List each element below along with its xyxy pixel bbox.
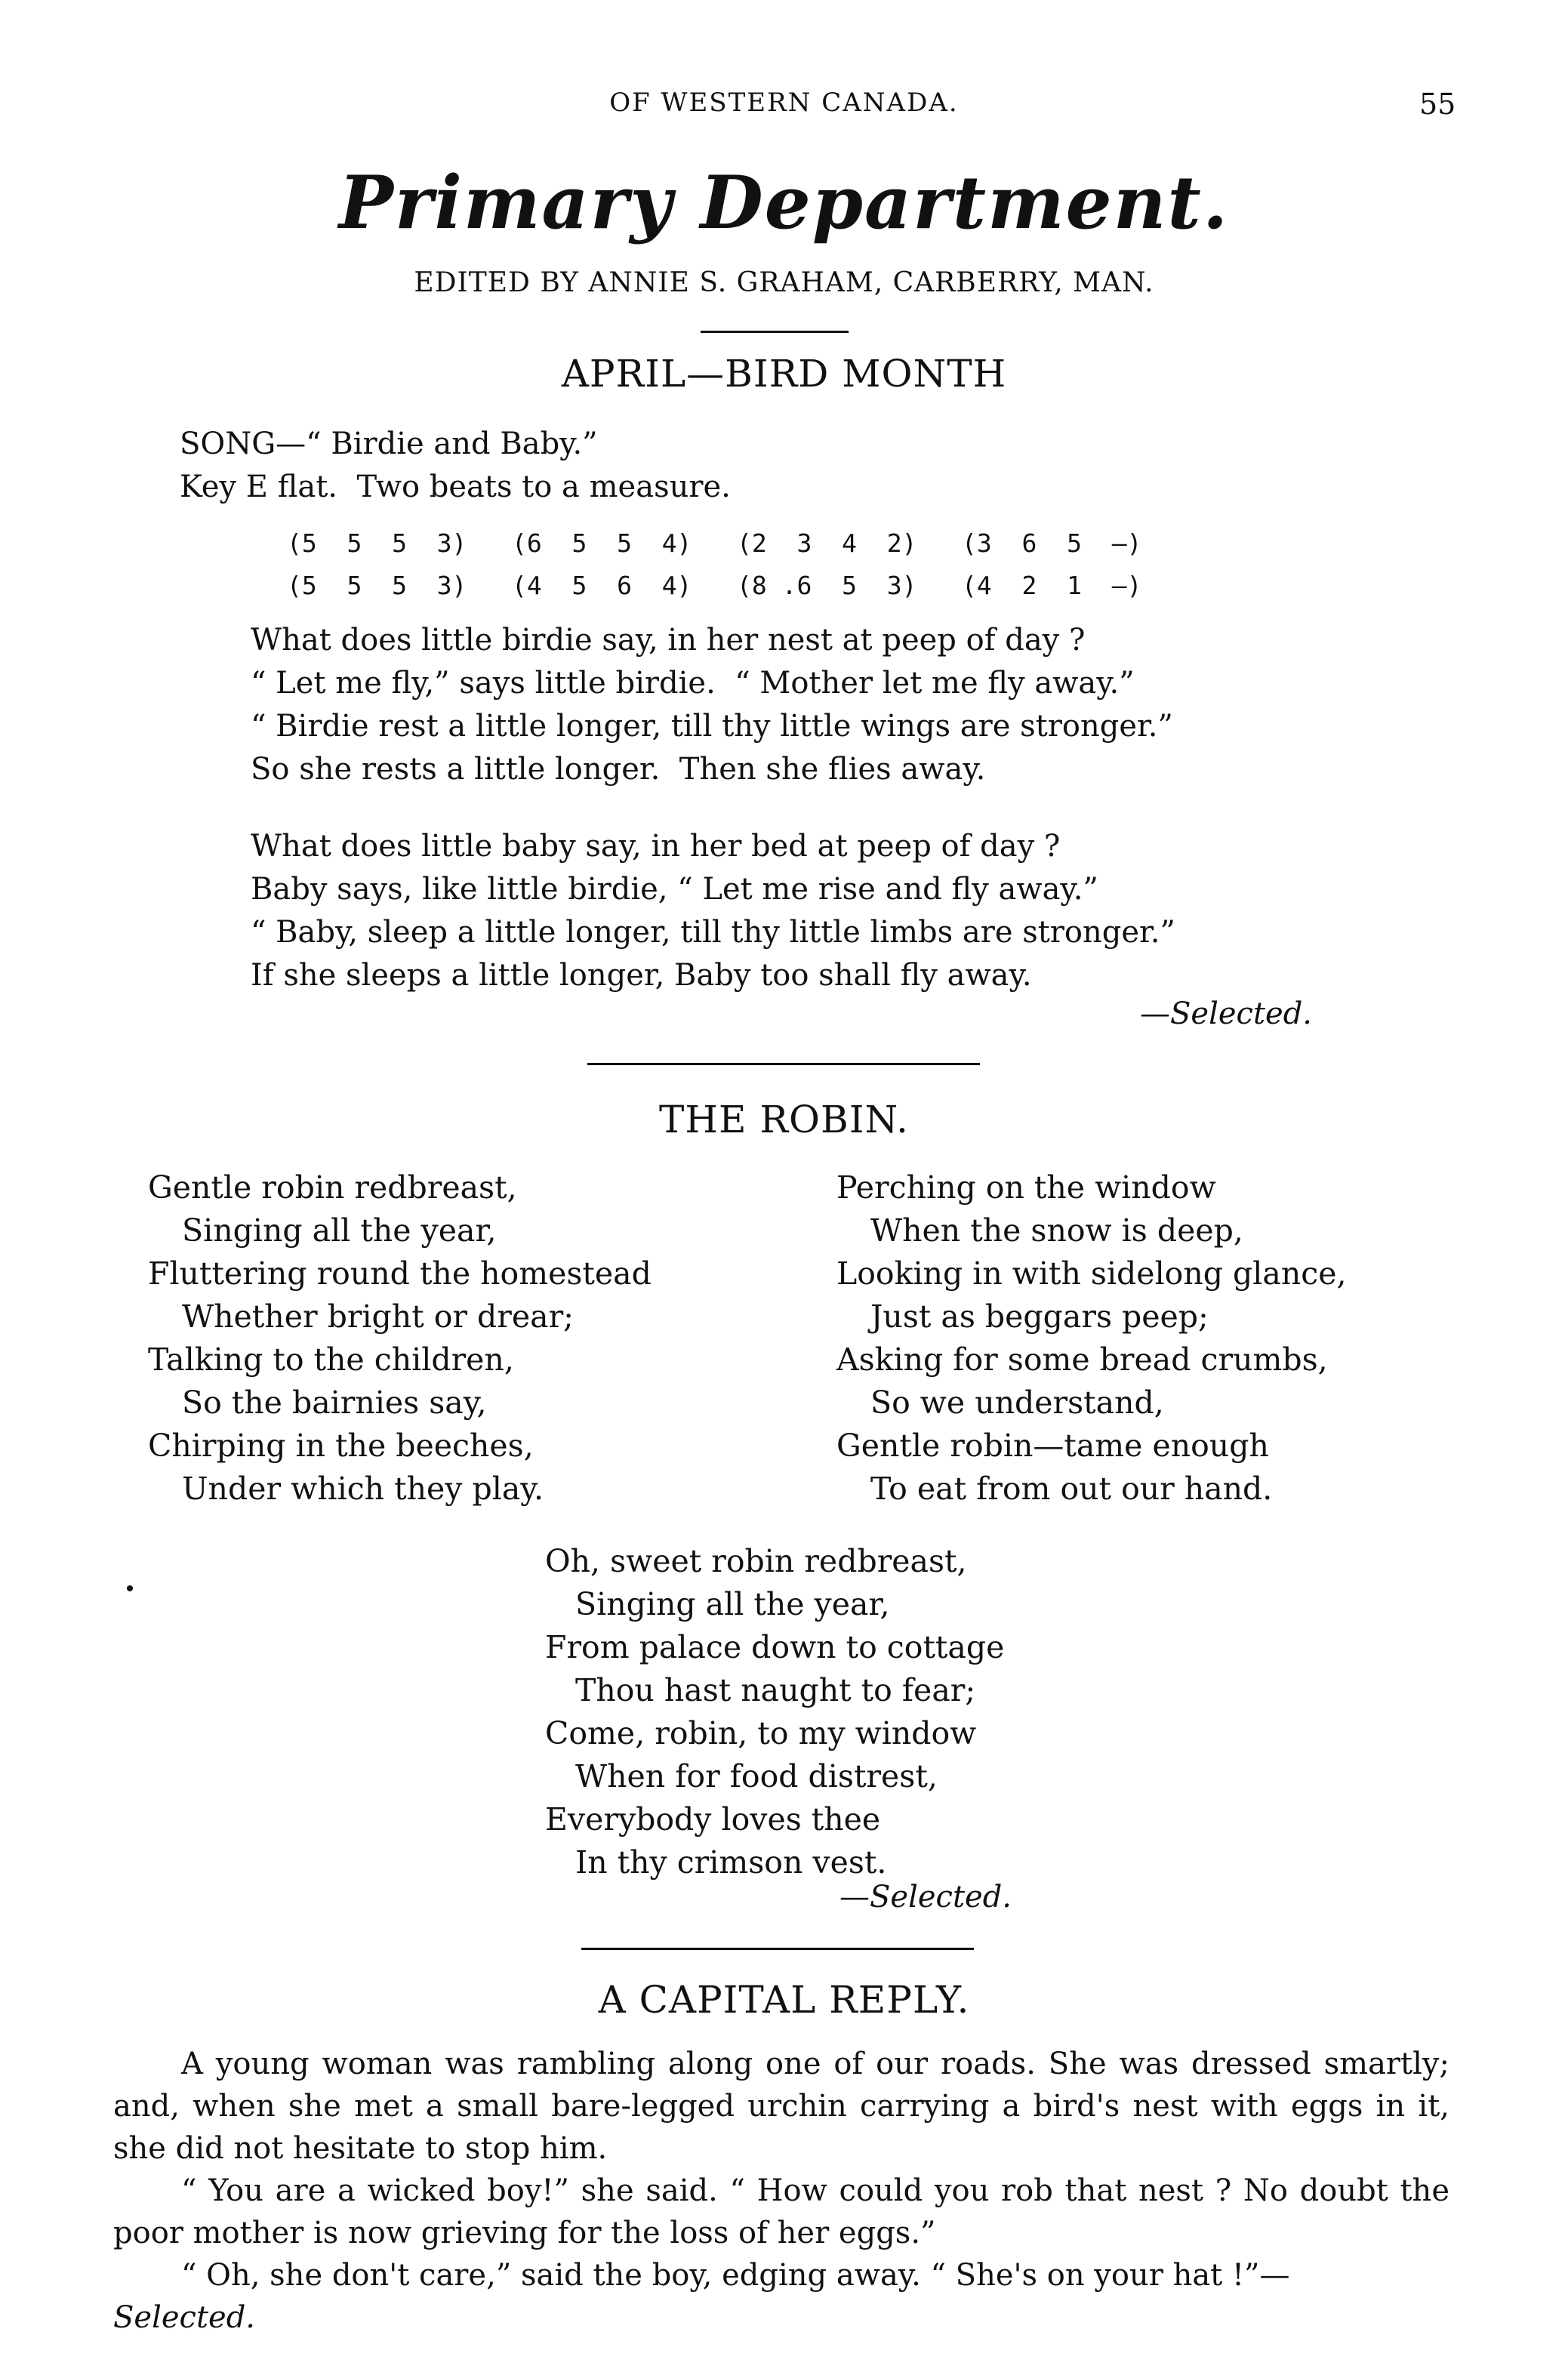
reply-paragraph: “ Oh, she don't care,” said the boy, edging away. “ She's on your hat !”— [181,2258,1290,2293]
poem-line: Whether bright or drear; [182,1298,574,1335]
robin-right-stanza [836,1166,1347,1511]
department-title: Primary Department. [338,160,1230,245]
poem-line: To eat from out our hand. [870,1471,1273,1507]
verse-line: So she rests a little longer. Then she flies away. [251,752,986,787]
song-verse-1 [251,619,1173,791]
song-attribution: —Selected. [1140,996,1313,1031]
poem-line: Perching on the window [836,1169,1216,1206]
verse-line: Baby says, like little birdie, “ Let me rise and fly away.” [251,872,1098,907]
poem-line: Gentle robin—tame enough [836,1428,1269,1464]
editor-line: EDITED BY ANNIE S. GRAHAM, CARBERRY, MAN. [414,267,1154,298]
poem-line: Oh, sweet robin redbreast, [545,1543,967,1579]
key-line: Key E flat. Two beats to a measure. [180,470,731,504]
poem-line: Thou hast naught to fear; [575,1672,976,1708]
reply-paragraph: A young woman was rambling along one of our roads. She was dressed smartly; and, when she met a small bare-legged urchin carrying a bird's nest with eggs in it, she did not hesitate to stop him. [113,2047,1449,2166]
poem-line: Chirping in the beeches, [148,1428,534,1464]
verse-line: “ Birdie rest a little longer, till thy little wings are stronger.” [251,709,1173,744]
poem-line: Singing all the year, [575,1586,890,1622]
robin-center-stanza [545,1540,1004,1884]
poem-line: Looking in with sidelong glance, [836,1255,1347,1292]
divider-rule [581,1948,974,1950]
notation-row: (5 5 5 3) (4 5 6 4) (8 .6 5 3) (4 2 1 —) [287,571,1142,600]
song-title-line: SONG—“ Birdie and Baby.” [180,427,598,461]
poem-line: So the bairnies say, [182,1385,487,1421]
sol-fa-notation [287,522,1141,607]
poem-line: Fluttering round the homestead [148,1255,652,1292]
reply-heading: A CAPITAL REPLY. [598,1978,970,2022]
verse-line: “ Baby, sleep a little longer, till thy little limbs are stronger.” [251,915,1175,950]
poem-line: In thy crimson vest. [575,1844,887,1881]
verse-line: What does little birdie say, in her nest at peep of day ? [251,623,1086,658]
notation-row: (5 5 5 3) (6 5 5 4) (2 3 4 2) (3 6 5 —) [287,528,1142,558]
poem-line: When for food distrest, [575,1758,938,1794]
robin-attribution: —Selected. [839,1880,1012,1914]
song-verse-2 [251,825,1175,997]
verse-line: If she sleeps a little longer, Baby too shall fly away. [251,958,1032,993]
poem-line: Talking to the children, [148,1341,514,1378]
page-number: 55 [1419,88,1456,121]
poem-line: Asking for some bread crumbs, [836,1341,1328,1378]
reply-paragraph: “ You are a wicked boy!” she said. “ How could you rob that nest ? No doubt the poor mother is now grieving for the loss of her eggs.” [113,2173,1449,2250]
running-title: OF WESTERN CANADA. [609,88,959,118]
divider-rule [701,331,849,333]
poem-line: Singing all the year, [182,1212,497,1249]
robin-left-stanza [148,1166,652,1511]
poem-line: Everybody loves thee [545,1801,881,1837]
poem-line: Gentle robin redbreast, [148,1169,517,1206]
poem-line: So we understand, [870,1385,1164,1421]
reply-attribution: Selected. [113,2300,256,2335]
print-speck [127,1585,133,1591]
poem-line: Come, robin, to my window [545,1715,977,1751]
reply-body [113,2043,1449,2339]
robin-heading: THE ROBIN. [659,1098,909,1141]
poem-line: When the snow is deep, [870,1212,1243,1249]
verse-line: “ Let me fly,” says little birdie. “ Mother let me fly away.” [251,666,1135,701]
song-section-heading: APRIL—BIRD MONTH [561,352,1007,396]
poem-line: From palace down to cottage [545,1629,1005,1665]
verse-line: What does little baby say, in her bed at peep of day ? [251,829,1061,864]
poem-line: Just as beggars peep; [870,1298,1209,1335]
poem-line: Under which they play. [182,1471,544,1507]
divider-rule [587,1063,980,1065]
